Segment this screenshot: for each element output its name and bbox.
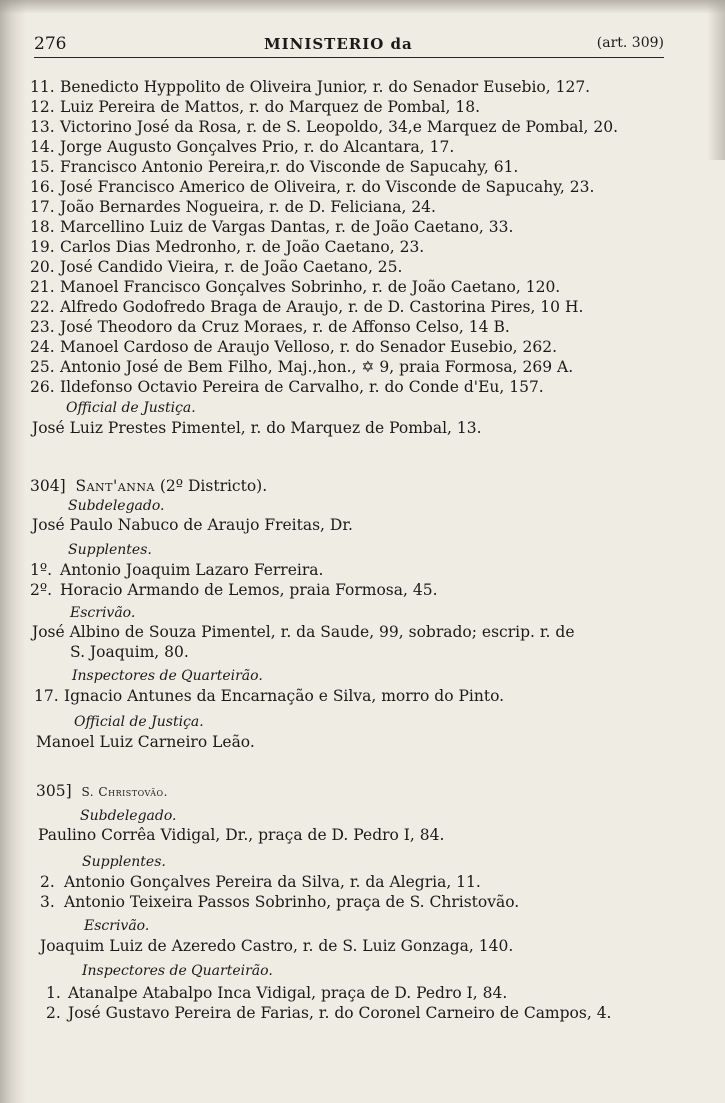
- header-rule: [34, 57, 664, 58]
- page-edge-shadow-top: [0, 0, 725, 14]
- escrivao-name: José Albino de Souza Pimentel, r. da Saude, 99, sobrado; escrip. r. de: [32, 623, 575, 641]
- list-item: 24. Manoel Cardoso de Araujo Velloso, r. do Senador Eusebio, 262.: [30, 338, 558, 356]
- subdelegado-label: Subdelegado.: [80, 808, 177, 824]
- section-heading-305: 305] S. Christovão.: [36, 782, 168, 800]
- list-item: 19. Carlos Dias Medronho, r. de João Caetano, 23.: [30, 238, 425, 256]
- list-item: 1. Atanalpe Atabalpo Inca Vidigal, praça de D. Pedro I, 84.: [46, 984, 508, 1002]
- section-heading-304: 304] Sant'anna (2º Districto).: [30, 477, 268, 495]
- page-header: [34, 30, 664, 56]
- escrivao-name-cont: S. Joaquim, 80.: [70, 643, 189, 661]
- official-name: José Luiz Prestes Pimentel, r. do Marquez de Pombal, 13.: [32, 419, 482, 437]
- supplentes-label: Supplentes.: [82, 854, 166, 870]
- list-item: 25. Antonio José de Bem Filho, Maj.,hon., ✡ 9, praia Formosa, 269 A.: [30, 358, 574, 376]
- official-label: Official de Justiça.: [66, 400, 196, 416]
- list-item: 26. Ildefonso Octavio Pereira de Carvalho, r. do Conde d'Eu, 157.: [30, 378, 544, 396]
- inspectores-label: Inspectores de Quarteirão.: [72, 668, 263, 684]
- escrivao-name: Joaquim Luiz de Azeredo Castro, r. de S. Luiz Gonzaga, 140.: [40, 937, 514, 955]
- list-item: 23. José Theodoro da Cruz Moraes, r. de Affonso Celso, 14 B.: [30, 318, 510, 336]
- running-title: MINISTERIO da: [264, 35, 413, 53]
- list-item: 1º. Antonio Joaquim Lazaro Ferreira.: [30, 561, 324, 579]
- official-name: Manoel Luiz Carneiro Leão.: [36, 733, 255, 751]
- article-reference: (art. 309): [596, 35, 664, 51]
- list-item: 2. Antonio Gonçalves Pereira da Silva, r. da Alegria, 11.: [40, 873, 481, 891]
- list-item: 12. Luiz Pereira de Mattos, r. do Marquez de Pombal, 18.: [30, 98, 480, 116]
- list-item: 3. Antonio Teixeira Passos Sobrinho, praça de S. Christovão.: [40, 893, 520, 911]
- page-number: 276: [34, 34, 67, 54]
- list-item: 21. Manoel Francisco Gonçalves Sobrinho, r. de João Caetano, 120.: [30, 278, 561, 296]
- list-item: 17. João Bernardes Nogueira, r. de D. Feliciana, 24.: [30, 198, 436, 216]
- subdelegado-label: Subdelegado.: [68, 498, 165, 514]
- subdelegado-name: José Paulo Nabuco de Araujo Freitas, Dr.: [32, 516, 353, 534]
- supplentes-label: Supplentes.: [68, 542, 152, 558]
- list-item: 2º. Horacio Armando de Lemos, praia Formosa, 45.: [30, 581, 438, 599]
- page-edge-shadow-left: [0, 0, 26, 1103]
- list-item: 2. José Gustavo Pereira de Farias, r. do Coronel Carneiro de Campos, 4.: [46, 1004, 612, 1022]
- list-item: 17. Ignacio Antunes da Encarnação e Silva, morro do Pinto.: [34, 687, 505, 705]
- list-item: 16. José Francisco Americo de Oliveira, r. do Visconde de Sapucahy, 23.: [30, 178, 595, 196]
- subdelegado-name: Paulino Corrêa Vidigal, Dr., praça de D. Pedro I, 84.: [38, 826, 445, 844]
- list-item: 11. Benedicto Hyppolito de Oliveira Junior, r. do Senador Eusebio, 127.: [30, 78, 591, 96]
- list-item: 15. Francisco Antonio Pereira,r. do Visconde de Sapucahy, 61.: [30, 158, 519, 176]
- page-edge-shadow-right: [707, 0, 725, 160]
- official-label: Official de Justiça.: [74, 714, 204, 730]
- list-item: 14. Jorge Augusto Gonçalves Prio, r. do Alcantara, 17.: [30, 138, 455, 156]
- escrivao-label: Escrivão.: [70, 605, 136, 621]
- inspectores-label: Inspectores de Quarteirão.: [82, 963, 273, 979]
- escrivao-label: Escrivão.: [84, 918, 150, 934]
- list-item: 13. Victorino José da Rosa, r. de S. Leopoldo, 34,e Marquez de Pombal, 20.: [30, 118, 619, 136]
- list-item: 18. Marcellino Luiz de Vargas Dantas, r. de João Caetano, 33.: [30, 218, 514, 236]
- list-item: 22. Alfredo Godofredo Braga de Araujo, r. de D. Castorina Pires, 10 H.: [30, 298, 584, 316]
- list-item: 20. José Candido Vieira, r. de João Caetano, 25.: [30, 258, 403, 276]
